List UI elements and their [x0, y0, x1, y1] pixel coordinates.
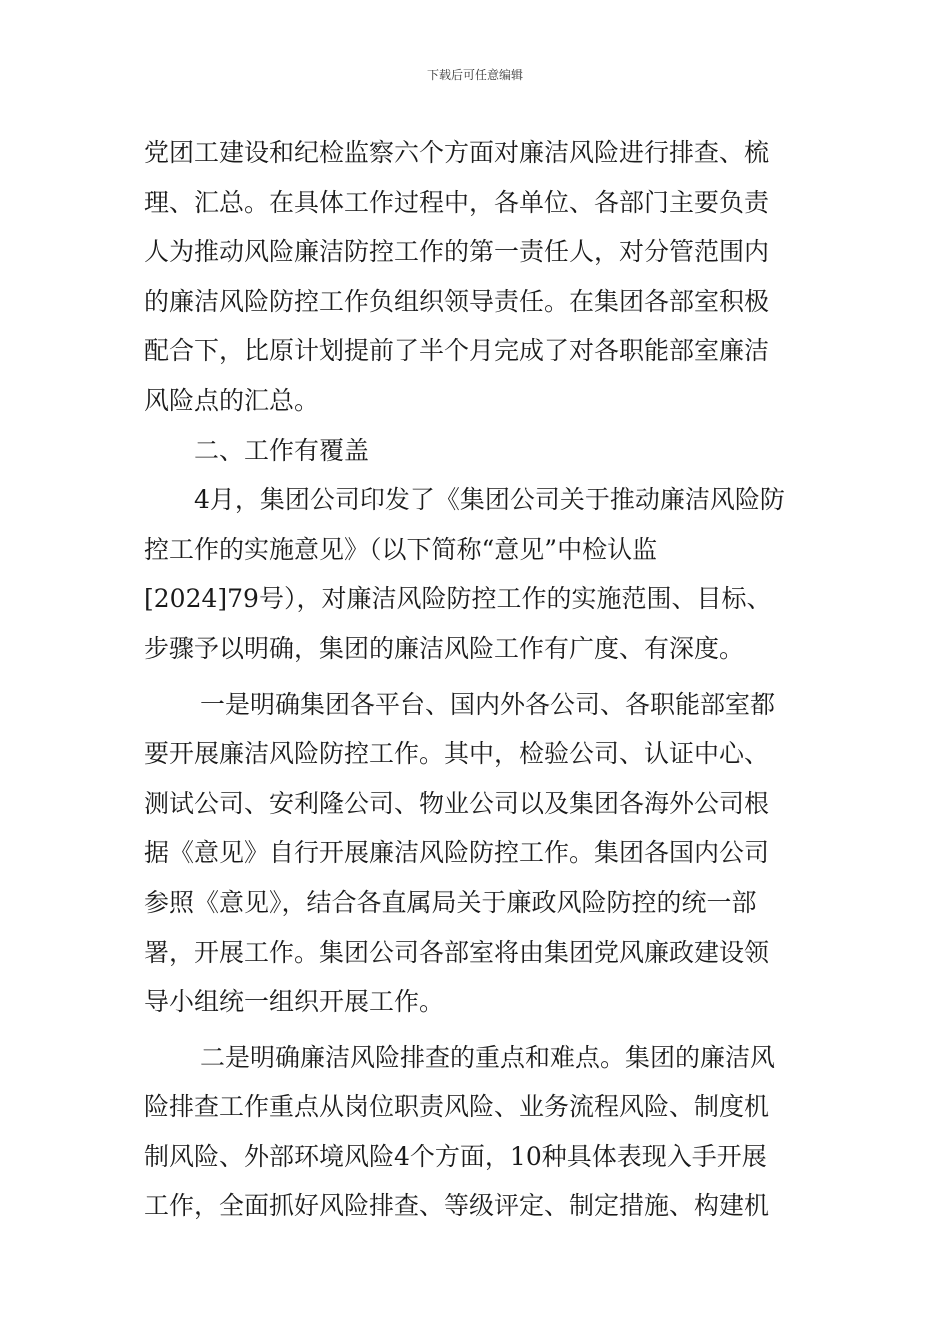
text-line: 工作，全面抓好风险排查、等级评定、制定措施、构建机 [144, 1191, 770, 1221]
text-line: 理、汇总。在具体工作过程中，各单位、各部门主要负责 [144, 187, 770, 217]
text-line: 署，开展工作。集团公司各部室将由集团党风廉政建设领 [144, 937, 770, 967]
text-line: 要开展廉洁风险防控工作。其中，检验公司、认证中心、 [144, 739, 770, 769]
text-line: 人为推动风险廉洁防控工作的第一责任人，对分管范围内 [144, 237, 770, 267]
text-line: 险排查工作重点从岗位职责风险、业务流程风险、制度机 [144, 1092, 770, 1122]
text-line: 二是明确廉洁风险排查的重点和难点。集团的廉洁风 [200, 1042, 776, 1072]
text-line: 配合下，比原计划提前了半个月完成了对各职能部室廉洁 [144, 336, 770, 366]
text-line: 一是明确集团各平台、国内外各公司、各职能部室都 [200, 689, 776, 719]
text-line: 党团工建设和纪检监察六个方面对廉洁风险进行排查、梳 [144, 138, 770, 167]
paragraph-4 [144, 1033, 810, 1231]
page-header-caption: 下载后可任意编辑 [426, 68, 523, 82]
paragraph-2 [144, 475, 810, 673]
text-line: [2024]79号），对廉洁风险防控工作的实施范围、目标、 [144, 584, 772, 614]
text-line: 测试公司、安利隆公司、物业公司以及集团各海外公司根 [144, 788, 770, 818]
text-line: 据《意见》自行开展廉洁风险防控工作。集团各国内公司 [144, 838, 770, 868]
document-body [144, 128, 810, 1231]
paragraph-1 [144, 128, 810, 426]
text-line: 制风险、外部环境风险4个方面，10种具体表现入手开展 [144, 1141, 767, 1171]
text-line: 步骤予以明确，集团的廉洁风险工作有广度、有深度。 [144, 633, 745, 663]
text-line: 风险点的汇总。 [144, 385, 320, 415]
paragraph-3 [144, 680, 810, 1027]
text-line: 导小组统一组织开展工作。 [144, 987, 445, 1017]
text-line: 控工作的实施意见》（以下简称“意见”中检认监 [144, 534, 658, 564]
section-heading: 二、工作有覆盖 [194, 435, 370, 465]
text-line: 4月，集团公司印发了《集团公司关于推动廉洁风险防 [194, 485, 785, 515]
text-line: 的廉洁风险防控工作负组织领导责任。在集团各部室积极 [144, 286, 770, 316]
text-line: 参照《意见》，结合各直属局关于廉政风险防控的统一部 [144, 887, 757, 917]
